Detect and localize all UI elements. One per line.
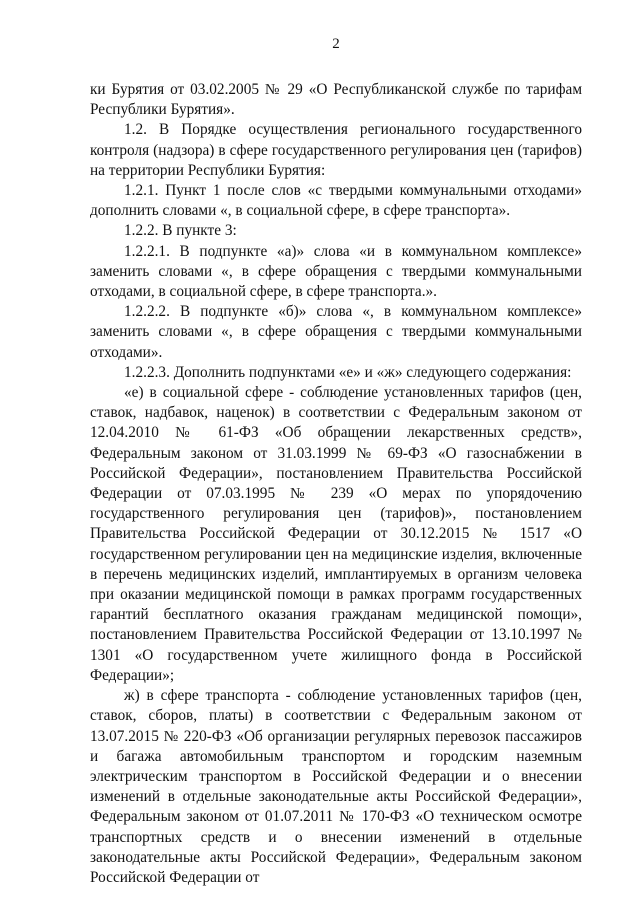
paragraph: ж) в сфере транспорта - соблюдение установленных тарифов (цен, ставок, сборов, платы) в соответствии с Федеральным законом от 13.07.2015 № 220-ФЗ «Об организации регулярных перевозок пассажиров и багажа автомобильным транспортом и городским наземным электрическим транспортом в Российской Федерации и о внесении изменений в отдельные законодательные акты Российской Федерации», Федеральным законом от 01.07.2011 № 170-ФЗ «О техническом осмотре транспортных средств и о внесении изменений в отдельные законодательные акты Российской Федерации», Федеральным законом Российской Федерации от [90, 687, 582, 886]
paragraph: «е) в социальной сфере - соблюдение установленных тарифов (цен, ставок, надбавок, наценок) в соответствии с Федеральным законом от 12.04.2010 № 61-ФЗ «Об обращении лекарственных средств», Федеральным законом от 31.03.1999 № 69-ФЗ «О газоснабжении в Российской Федерации», постановлением Правительства Российской Федерации от 07.03.1995 № 239 «О мерах по упорядочению государственного регулирования цен (тарифов)», постановлением Правительства Российской Федерации от 30.12.2015 № 1517 «О государственном регулировании цен на медицинские изделия, включенные в перечень медицинских изделий, имплантируемых в организм человека при оказании медицинской помощи в рамках программ государственных гарантий бесплатного оказания гражданам медицинской помощи», постановлением Правительства Российской Федерации от 13.10.1997 № 1301 «О государственном учете жилищного фонда в Российской Федерации»; [90, 384, 582, 684]
paragraph: 1.2.2.1. В подпункте «а)» слова «и в коммунальном комплексе» заменить словами «, в сфере обращения с твердыми коммунальными отходами, в социальной сфере, в сфере транспорта.». [90, 242, 582, 301]
paragraph: 1.2. В Порядке осуществления регионального государственного контроля (надзора) в сфере государственного регулирования цен (тарифов) на территории Республики Бурятия: [90, 121, 582, 179]
paragraph: 1.2.2. В пункте 3: [124, 222, 237, 240]
paragraph: 1.2.2.2. В подпункте «б)» слова «, в коммунальном комплексе» заменить словами «, в сфере обращения с твердыми коммунальными отходами». [90, 303, 582, 361]
paragraph: 1.2.2.3. Дополнить подпунктами «е» и «ж» следующего содержания: [124, 363, 572, 381]
paragraph: 1.2.1. Пункт 1 после слов «с твердыми коммунальными отходами» дополнить словами «, в социальной сфере, в сфере транспорта». [90, 182, 582, 220]
paragraph: ки Бурятия от 03.02.2005 № 29 «О Республиканской службе по тарифам Республики Бурятия». [90, 81, 582, 119]
document-body [90, 80, 582, 888]
page-number: 2 [332, 36, 340, 52]
